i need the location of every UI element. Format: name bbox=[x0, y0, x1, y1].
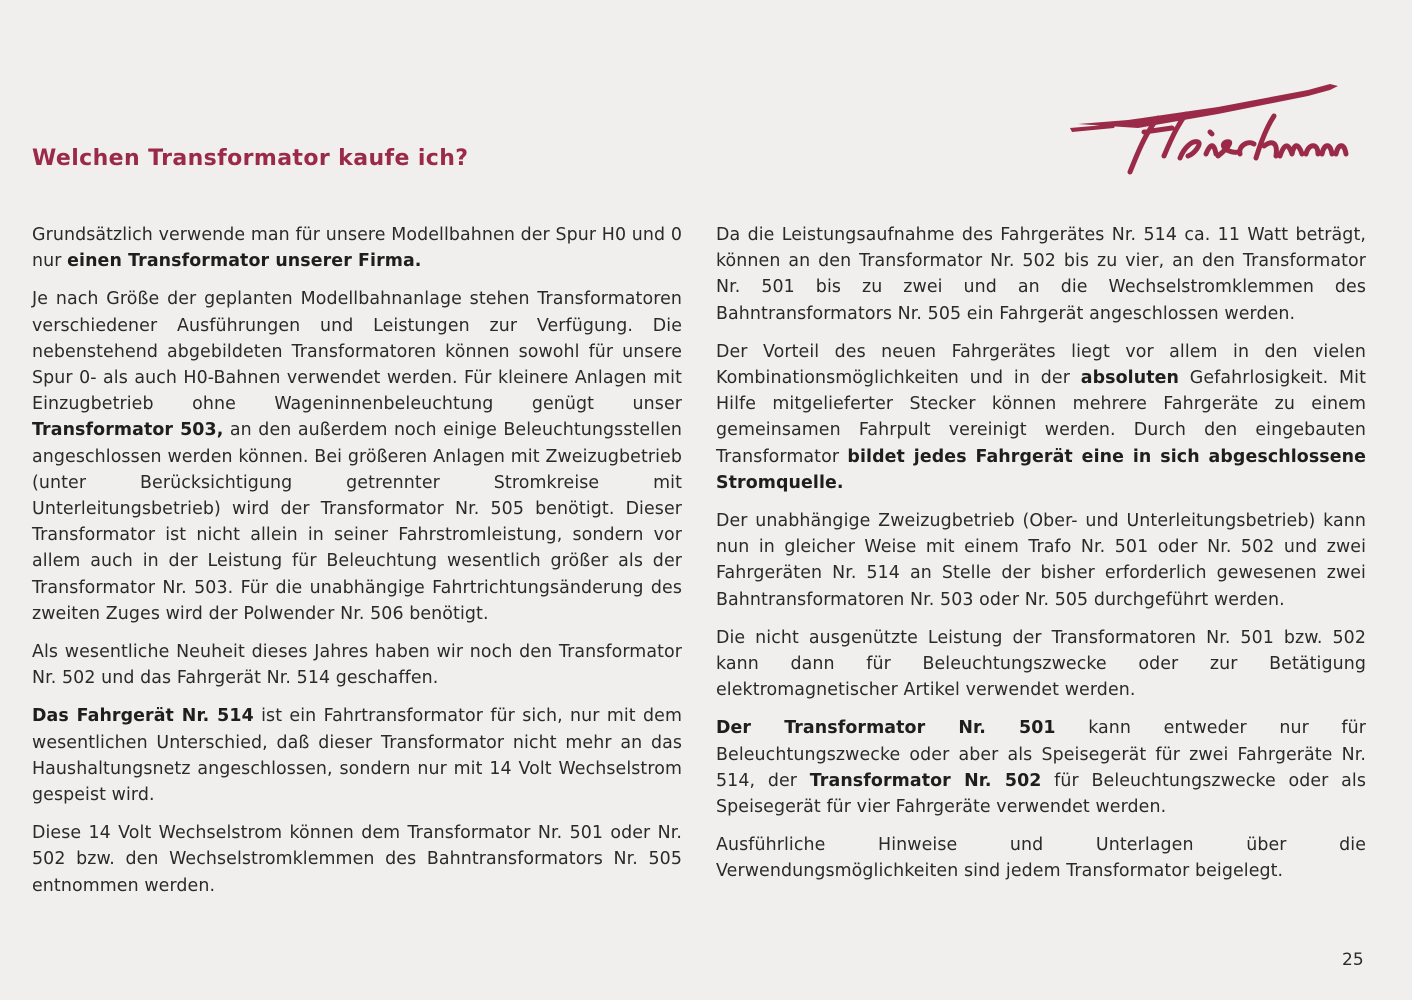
bold-text: einen Transformator unserer Firma. bbox=[67, 251, 422, 272]
paragraph bbox=[716, 832, 1366, 884]
text: Diese 14 Volt Wechselstrom können dem Transformator Nr. 501 oder Nr. 502 bzw. den Wechselstromklemmen des Bahntransformators Nr. 505 entnommen werden. bbox=[32, 823, 682, 896]
paragraph bbox=[716, 508, 1366, 613]
paragraph bbox=[716, 625, 1366, 704]
paragraph bbox=[32, 222, 682, 274]
bold-text: absoluten bbox=[1080, 368, 1179, 389]
text: Gefahrlosigkeit. Mit Hilfe mitgelieferter Stecker können mehrere Fahrgeräte zu einem gemeinsamen Fahrpult vereinigt werden. Durch den eingebauten Transformator bbox=[716, 368, 1366, 467]
bold-text: Transformator Nr. 502 bbox=[809, 770, 1042, 791]
paragraph bbox=[716, 222, 1366, 327]
page-number: 25 bbox=[1342, 950, 1364, 970]
text: Als wesentliche Neuheit dieses Jahres haben wir noch den Transformator Nr. 502 und das Fahrgerät Nr. 514 geschaffen. bbox=[32, 642, 682, 689]
text: Grundsätzlich verwende man für unsere Modellbahnen der Spur H0 und 0 nur bbox=[32, 225, 682, 272]
bold-text: bildet jedes Fahrgerät eine in sich abgeschlossene Stromquelle. bbox=[716, 446, 1366, 493]
text: Je nach Größe der geplanten Modellbahnanlage stehen Transformatoren verschiedener Ausführungen und Leistungen zur Verfügung. Die nebenstehend abgebildeten Transformatoren können sowohl für unsere Spur 0- als auch H0-Bahnen verwendet werden. Für kleinere Anlagen mit Einzugbetrieb ohne Wageninnenbeleuchtung genügt unser bbox=[32, 289, 682, 415]
paragraph bbox=[716, 715, 1366, 820]
paragraph bbox=[716, 339, 1366, 496]
bold-text: Transformator 503, bbox=[32, 420, 224, 441]
left-column bbox=[32, 222, 682, 911]
text: ist ein Fahrtransformator für sich, nur mit dem wesentlichen Unterschied, daß dieser Transformator nicht mehr an das Haushaltungsnetz angeschlossen, sondern nur mit 14 Volt Wechselstrom gespeist wird. bbox=[32, 706, 682, 806]
fleischmann-logo bbox=[1068, 62, 1368, 182]
text: Ausführliche Hinweise und Unterlagen über die Verwendungsmöglichkeiten sind jedem Transformator beigelegt. bbox=[716, 835, 1366, 882]
text: Der unabhängige Zweizugbetrieb (Ober- und Unterleitungsbetrieb) kann nun in gleicher Weise mit einem Trafo Nr. 501 oder Nr. 502 und zwei Fahrgeräten Nr. 514 an Stelle der bisher erforderlich gewesenen zwei Bahntransformatoren Nr. 503 oder Nr. 505 durchgeführt werden. bbox=[716, 511, 1366, 610]
text: Da die Leistungsaufnahme des Fahrgerätes Nr. 514 ca. 11 Watt beträgt, können an den Transformator Nr. 502 bis zu vier, an den Transformator Nr. 501 bis zu zwei und an die Wechselstromklemmen des Bahntransformators Nr. 505 ein Fahrgerät angeschlossen werden. bbox=[716, 225, 1366, 324]
text: kann entweder nur für Beleuchtungszwecke oder aber als Speisegerät für zwei Fahrgeräte Nr. 514, der bbox=[716, 718, 1366, 791]
paragraph bbox=[32, 820, 682, 899]
paragraph bbox=[32, 639, 682, 691]
text: für Beleuchtungszwecke oder als Speisegerät für vier Fahrgeräte verwendet werden. bbox=[716, 770, 1366, 818]
bold-text: Der Transformator Nr. 501 bbox=[716, 718, 1056, 739]
right-column bbox=[716, 222, 1366, 897]
paragraph bbox=[32, 703, 682, 808]
text: Die nicht ausgenützte Leistung der Transformatoren Nr. 501 bzw. 502 kann dann für Beleuchtungszwecke oder zur Betätigung elektromagnetischer Artikel verwendet werden. bbox=[716, 627, 1366, 701]
text: Der Vorteil des neuen Fahrgerätes liegt vor allem in den vielen Kombinationsmöglichkeiten und in der bbox=[716, 341, 1366, 389]
bold-text: Das Fahrgerät Nr. 514 bbox=[32, 706, 254, 727]
paragraph bbox=[32, 286, 682, 627]
text: an den außerdem noch einige Beleuchtungsstellen angeschlossen werden können. Bei größeren Anlagen mit Zweizugbetrieb (unter Berücksichtigung getrennter Stromkreise mit Unterleitungsbetrieb) wird der Transformator Nr. 505 benötigt. Dieser Transformator ist nicht allein in seiner Fahrstromleistung, sondern vor allem auch in der Leistung für Beleuchtung wesentlich größer als der Transformator Nr. 503. Für die unabhängige Fahrtrichtungsänderung des zweiten Zuges wird der Polwender Nr. 506 benötigt. bbox=[32, 420, 682, 624]
page-title: Welchen Transformator kaufe ich? bbox=[32, 146, 469, 171]
